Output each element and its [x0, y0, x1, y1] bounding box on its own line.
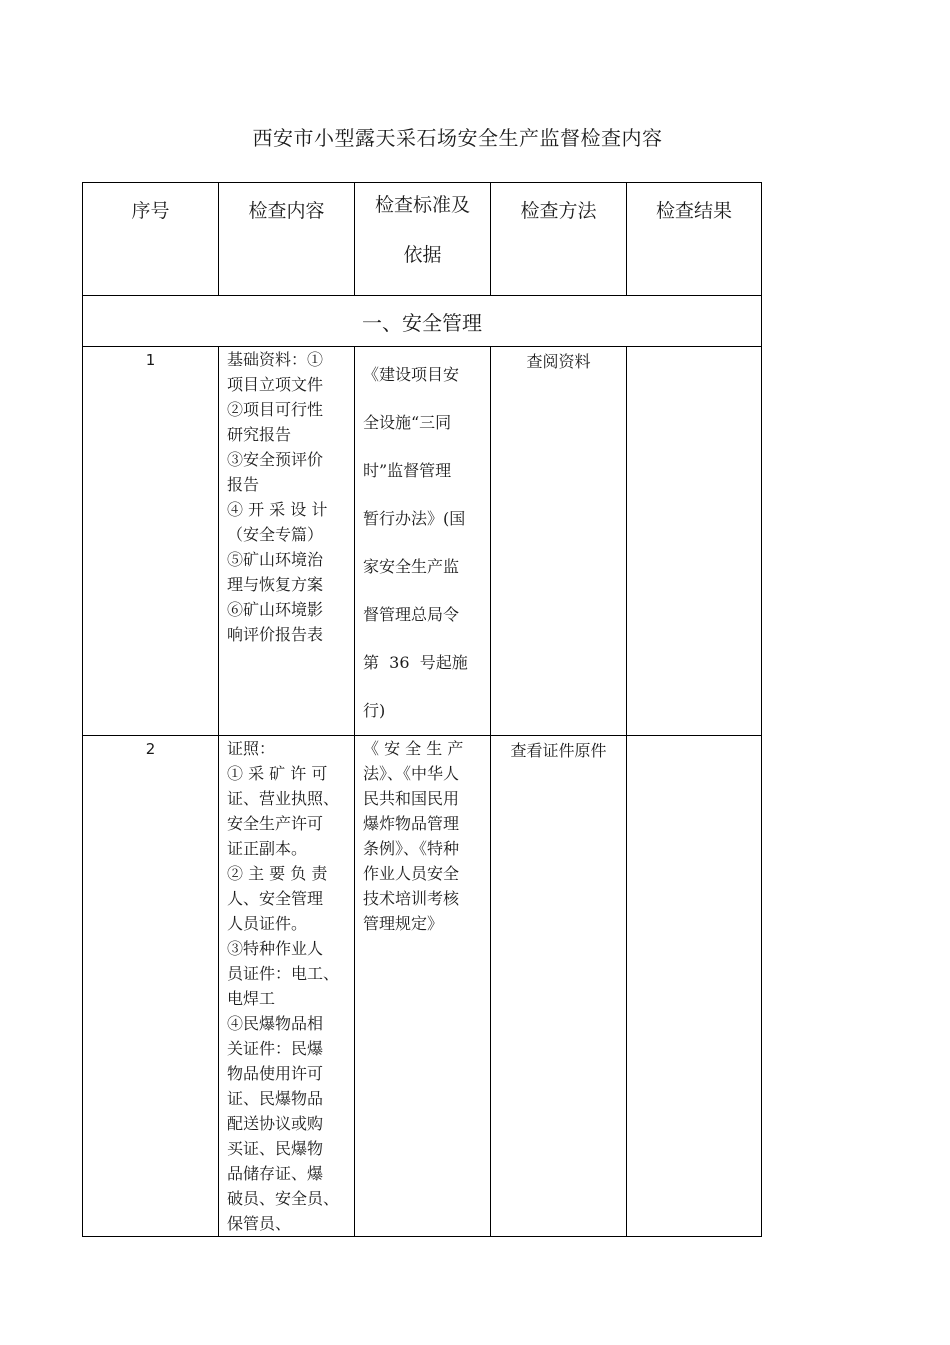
standard-line: 行) [363, 701, 386, 720]
content-line: ⑤矿山环境治 [227, 550, 324, 569]
header-method: 检查方法 [491, 183, 627, 296]
header-standard-line1: 检查标准及 [374, 194, 470, 216]
standard-line: 作业人员安全 [363, 864, 460, 883]
content-line: ④ 开 采 设 计 [227, 500, 328, 519]
content-line: 人员证件。 [227, 914, 308, 933]
content-line: ① 采 矿 许 可 [227, 764, 328, 783]
content-line: 物品使用许可 [227, 1064, 324, 1083]
standard-line: 时”监督管理 [363, 461, 452, 480]
row-result [627, 736, 762, 1237]
content-line: 项目立项文件 [227, 375, 324, 394]
standard-line: 第 36 号起施 [363, 653, 468, 672]
header-result: 检查结果 [627, 183, 762, 296]
standard-line: 家安全生产监 [363, 557, 460, 576]
content-line: 基础资料：① [227, 350, 324, 369]
content-line: 响评价报告表 [227, 625, 324, 644]
content-line: ② 主 要 负 责 [227, 864, 328, 883]
row-method: 查阅资料 [491, 347, 627, 736]
table-row [83, 736, 762, 1237]
content-line: 保管员、 [227, 1214, 292, 1233]
content-line: 员证件：电工、 [227, 964, 340, 983]
content-line: ⑥矿山环境影 [227, 600, 324, 619]
row-content [219, 347, 355, 736]
content-line: 买证、民爆物 [227, 1139, 324, 1158]
content-line: 破员、安全员、 [227, 1189, 340, 1208]
inspection-table [82, 182, 762, 1237]
standard-line: 技术培训考核 [363, 889, 460, 908]
section-title: 一、安全管理 [83, 296, 762, 347]
content-line: ④民爆物品相 [227, 1014, 324, 1033]
header-standard [355, 183, 491, 296]
standard-line: 《建设项目安 [363, 365, 460, 384]
row-standard [355, 736, 491, 1237]
table-row [83, 347, 762, 736]
content-line: 配送协议或购 [227, 1114, 324, 1133]
content-line: 研究报告 [227, 425, 292, 444]
section-row [83, 296, 762, 347]
header-standard-line2: 依据 [403, 244, 442, 266]
standard-line: 管理规定》 [363, 914, 444, 933]
row-result [627, 347, 762, 736]
row-content [219, 736, 355, 1237]
content-line: 证照： [227, 739, 276, 758]
standard-line: 法》、《中华人 [363, 764, 460, 783]
content-line: 人、安全管理 [227, 889, 324, 908]
page-title: 西安市小型露天采石场安全生产监督检查内容 [252, 126, 663, 150]
content-line: 关证件：民爆 [227, 1039, 324, 1058]
content-line: 证、民爆物品 [227, 1089, 324, 1108]
row-seq: 2 [83, 736, 219, 1237]
row-standard [355, 347, 491, 736]
content-line: 品储存证、爆 [227, 1164, 324, 1183]
standard-line: 民共和国民用 [363, 789, 460, 808]
standard-line: 督管理总局令 [363, 605, 460, 624]
content-line: 证正副本。 [227, 839, 308, 858]
standard-line: 条例》、《特种 [363, 839, 460, 858]
row-method: 查看证件原件 [491, 736, 627, 1237]
standard-line: 爆炸物品管理 [363, 814, 460, 833]
standard-line: 暂行办法》(国 [363, 509, 466, 528]
content-line: （安全专篇） [227, 525, 324, 544]
content-line: ③特种作业人 [227, 939, 324, 958]
standard-line: 全设施“三同 [363, 413, 452, 432]
content-line: 电焊工 [227, 989, 276, 1008]
content-line: ③安全预评价 [227, 450, 324, 469]
header-content: 检查内容 [219, 183, 355, 296]
content-line: 理与恢复方案 [227, 575, 324, 594]
row-seq: 1 [83, 347, 219, 736]
header-seq: 序号 [83, 183, 219, 296]
content-line: 证、营业执照、 [227, 789, 340, 808]
standard-line: 《 安 全 生 产 [363, 739, 464, 758]
content-line: ②项目可行性 [227, 400, 324, 419]
content-line: 安全生产许可 [227, 814, 324, 833]
content-line: 报告 [227, 475, 260, 494]
table-header-row [83, 183, 762, 296]
